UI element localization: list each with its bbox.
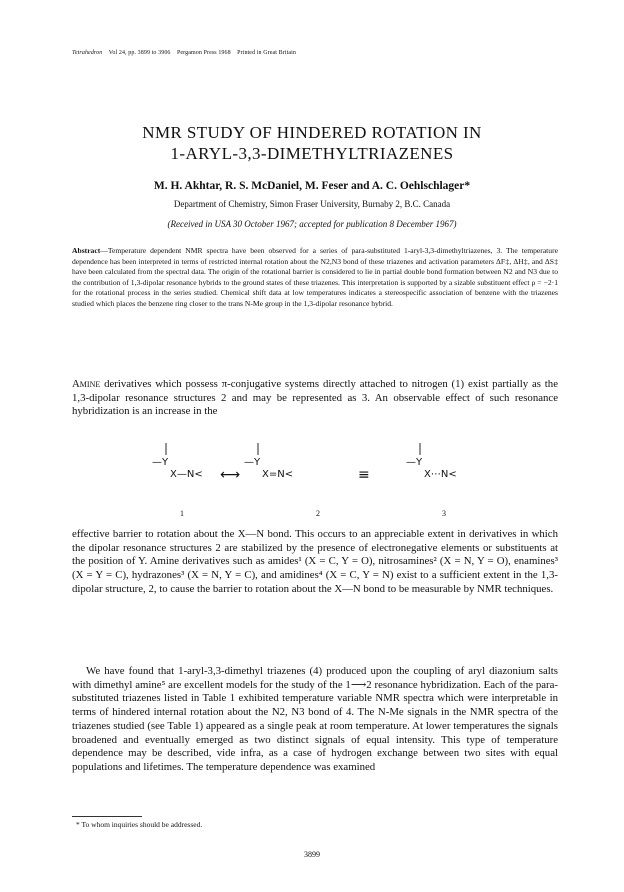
intro-lead: Amine xyxy=(72,378,101,390)
volume-pages: Vol 24, pp. 3899 to 3906 xyxy=(108,50,171,56)
resonance-arrow: ⟷ xyxy=(220,467,241,483)
journal-name: Tetrahedron xyxy=(72,50,103,56)
publisher: Pergamon Press 1968 xyxy=(176,50,231,56)
resonance-structures xyxy=(130,433,510,525)
structure-1-xn: X—N< xyxy=(170,469,203,480)
structure-label-1: 1 xyxy=(180,509,184,518)
intro-paragraph xyxy=(72,378,558,419)
structure-label-2: 2 xyxy=(316,509,320,518)
title-line-1: NMR STUDY OF HINDERED ROTATION IN xyxy=(142,123,482,142)
paragraph-1 xyxy=(72,528,558,597)
equivalence-sign: ≡ xyxy=(358,467,370,483)
structure-2-y: —Y xyxy=(244,457,261,468)
received-dates: (Received in USA 30 October 1967; accepted for publication 8 December 1967) xyxy=(167,219,457,229)
title-line-2: 1-ARYL-3,3-DIMETHYLTRIAZENES xyxy=(170,144,454,163)
structure-1-y: —Y xyxy=(152,457,169,468)
footnote: * To whom inquiries should be addressed. xyxy=(76,820,203,829)
affiliation: Department of Chemistry, Simon Fraser University, Burnaby 2, B.C. Canada xyxy=(173,199,451,209)
abstract: Abstract—Temperature dependent NMR spectra have been observed for a series of para-substituted 1-aryl-3,3-dimethyltriazenes, 3. The temperature dependence has been interpreted in terms of restricted internal rotation about the N2,N3 bond of these triazenes and activation parameters ΔF‡, ΔH‡, and ΔS‡ have been calculated from the spectral data. The origin of the rotational barrier is considered to lie in partial double bond formation between N2 and N3 due to the contribution of 1,3-dipolar resonance hybrids to the ground states of these triazenes. This interpretation is supported by a sizable substituent effect ρ = −2·1 for the rotational process in the series studied. Chemical shift data at low temperatures indicates a stereospecific association of benzene with the triazenes studied which places the benzene ring closer to the trans N-Me group in the 1,3-dipolar resonance hybrid. xyxy=(72,246,558,308)
printed-in: Printed in Great Britain xyxy=(237,50,297,56)
intro-text: derivatives which possess π-conjugative systems directly attached to nitrogen (1) exist partially as the 1,3-dipolar resonance structures 2 and may be represented as 3. An observable effect of such resonance hybridization is an increase in the xyxy=(72,378,558,418)
paragraph-1-text: effective barrier to rotation about the X—N bond. This occurs to an appreciable extent in derivatives in which the dipolar resonance structures 2 are stabilized by the presence of electronegative elements or substituents at the position of Y. Amine derivatives such as amides¹ (X = C, Y = O), nitrosamines² (X = N, Y = O), enamines³ (X = Y = C), hydrazones³ (X = N, Y = C), and amidines⁴ (X = C, Y = N) exist to a sufficient extent in the 1,3-dipolar structure, 2, to cause the barrier to rotation about the X—N bond to be measurable by NMR techniques. xyxy=(72,528,558,595)
paragraph-2-text: We have found that 1-aryl-3,3-dimethyl triazenes (4) produced upon the coupling of aryl diazonium salts with dimethyl amine⁵ are excellent models for the study of the 1⟶2 resonance hybridization. Each of the para-substituted triazenes listed in Table 1 exhibited temperature variable NMR spectra which were interpretable in terms of hindered internal rotation about the N2, N3 bond of 4. The N-Me signals in the NMR spectra of the triazenes studied (see Table 1) appeared as a single peak at room temperature. At lower temperatures the signals broadened and eventually emerged as two distinct signals of equal intensity. This type of temperature dependence may be described, vide infra, as a case of hydrogen exchange between two sites with equal populations and lifetimes. The temperature dependence was examined xyxy=(72,665,558,773)
footnote-rule xyxy=(72,816,142,817)
structure-3-xn: X⋯N< xyxy=(424,469,457,480)
running-header xyxy=(72,50,296,56)
page-number: 3899 xyxy=(304,850,320,859)
abstract-text: Temperature dependent NMR spectra have been observed for a series of para-substituted 1-aryl-3,3-dimethyltriazenes, 3. The temperature dependence has been interpreted in terms of restricted internal rotation about the N2,N3 bond of these triazenes and activation parameters ΔF‡, ΔH‡, and ΔS‡ have been calculated from the spectral data. The origin of the rotational barrier is considered to lie in partial double bond formation between N2 and N3 due to the contribution of 1,3-dipolar resonance hybrids to the ground states of these triazenes. This interpretation is supported by a sizable substituent effect ρ = −2·1 for the rotational process in the series studied. Chemical shift data at low temperatures indicates a stereospecific association of benzene with the triazenes studied which places the benzene ring closer to the trans N-Me group in the 1,3-dipolar resonance hybrid. xyxy=(72,246,558,308)
abstract-label: Abstract xyxy=(72,246,101,255)
structure-3-y: —Y xyxy=(406,457,423,468)
authors: M. H. Akhtar, R. S. McDaniel, M. Feser and A. C. Oehlschlager* xyxy=(153,180,471,192)
paragraph-2 xyxy=(72,665,558,775)
structure-2-xn: X=N< xyxy=(262,469,294,480)
structure-label-3: 3 xyxy=(442,509,446,518)
